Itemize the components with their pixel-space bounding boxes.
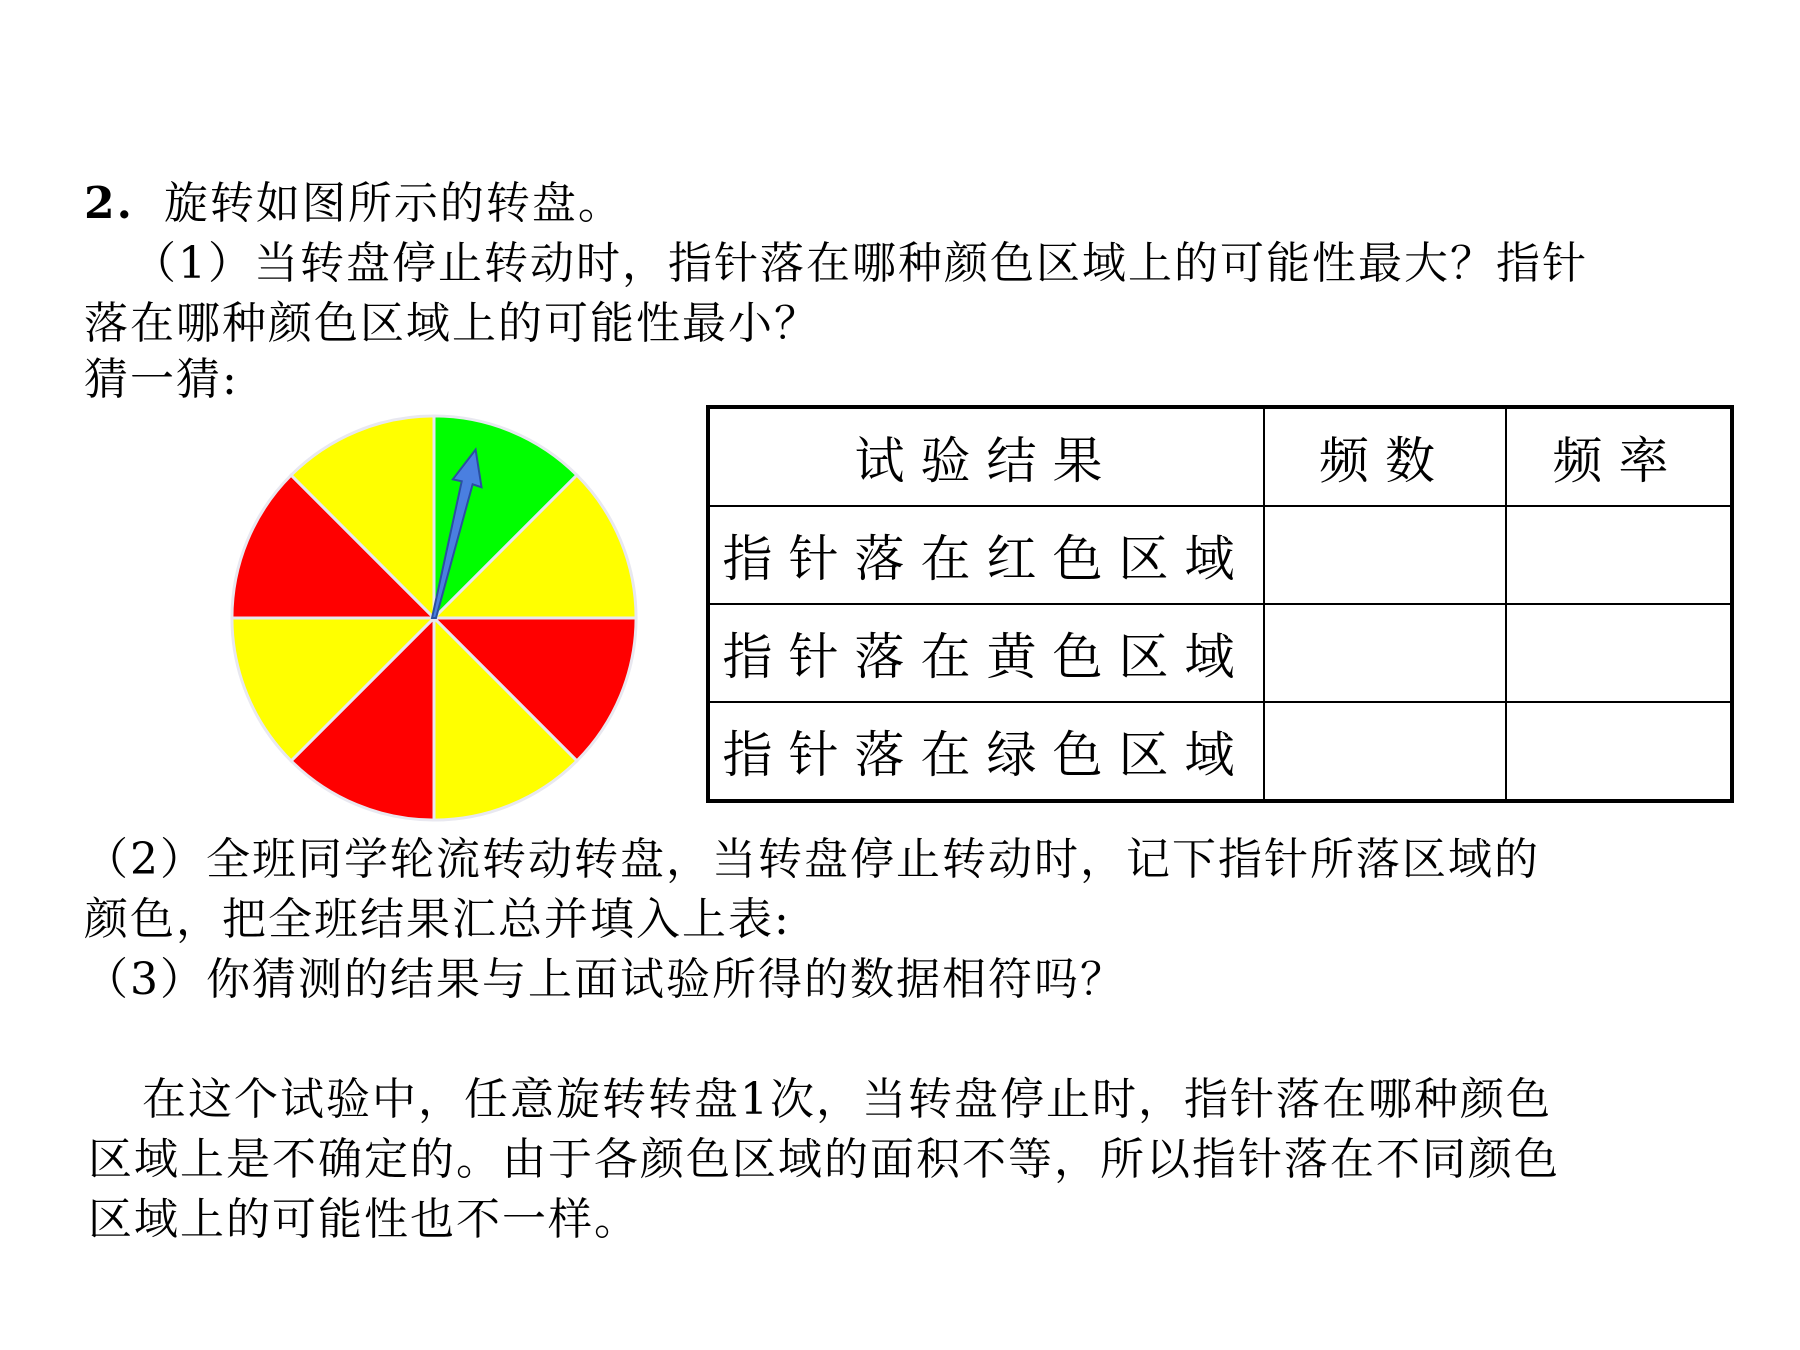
conclusion-line1: 在这个试验中，任意旋转转盘1次，当转盘停止时，指针落在哪种颜色 <box>142 1074 1552 1125</box>
rate-cell-yellow[interactable] <box>1506 604 1732 702</box>
spinner-svg <box>226 410 642 826</box>
part3-line1: （3）你猜测的结果与上面试验所得的数据相符吗？ <box>84 954 1126 1005</box>
count-cell-yellow[interactable] <box>1264 604 1506 702</box>
question-title-text: 旋转如图所示的转盘。 <box>163 178 624 229</box>
part2-line2: 颜色，把全班结果汇总并填入上表: <box>84 894 791 945</box>
part2-line1: （2）全班同学轮流转动转盘，当转盘停止转动时，记下指针所落区域的 <box>84 834 1540 885</box>
table-row <box>708 702 1732 801</box>
spinner-wheel <box>226 410 642 826</box>
rate-cell-green[interactable] <box>1506 702 1732 801</box>
count-cell-red[interactable] <box>1264 506 1506 604</box>
result-table <box>706 405 1734 803</box>
rate-cell-red[interactable] <box>1506 506 1732 604</box>
conclusion-line2: 区域上是不确定的。由于各颜色区域的面积不等，所以指针落在不同颜色 <box>88 1134 1560 1185</box>
conclusion-line3: 区域上的可能性也不一样。 <box>88 1194 640 1245</box>
header-rate: 频率 <box>1506 407 1732 506</box>
header-count: 频数 <box>1264 407 1506 506</box>
table-row <box>708 604 1732 702</box>
row-label-yellow: 指针落在黄色区域 <box>708 604 1264 702</box>
header-result: 试验结果 <box>708 407 1264 506</box>
table-row <box>708 506 1732 604</box>
part1-line2: 落在哪种颜色区域上的可能性最小？ <box>84 298 820 349</box>
row-label-green: 指针落在绿色区域 <box>708 702 1264 801</box>
question-title <box>84 176 624 232</box>
table-header-row <box>708 407 1732 506</box>
guess-label: 猜一猜: <box>84 354 239 405</box>
part1-line1: （1）当转盘停止转动时，指针落在哪种颜色区域上的可能性最大？指针 <box>132 238 1588 289</box>
row-label-red: 指针落在红色区域 <box>708 506 1264 604</box>
count-cell-green[interactable] <box>1264 702 1506 801</box>
question-number: 2. <box>84 178 134 229</box>
